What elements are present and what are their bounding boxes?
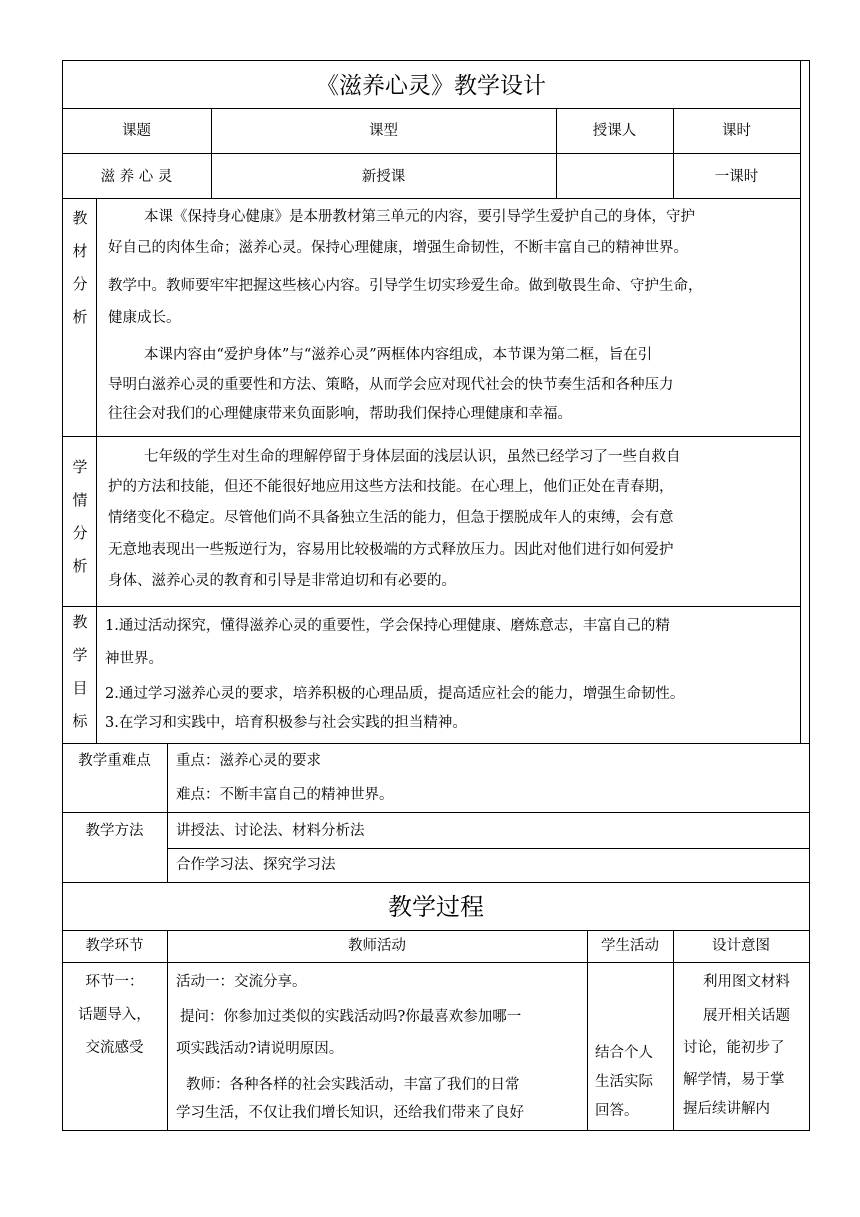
keypoints-label: 教学重难点	[78, 753, 151, 769]
paragraph-line: 本课内容由“爱护身体”与“滋养心灵”两框体内容组成，本节课为第二框，旨在引	[144, 347, 653, 363]
goal-line: 1.通过活动探究，懂得滋养心灵的重要性，学会保持心理健康、磨炼意志，丰富自己的精	[105, 618, 670, 634]
student-line: 结合个人	[595, 1045, 653, 1061]
stage-line: 环节一：	[85, 974, 144, 990]
paragraph-line: 往往会对我们的心理健康带来负面影响，帮助我们保持心理健康和幸福。	[108, 406, 572, 422]
teacher-line: 教师：各种各样的社会实践活动，丰富了我们的日常	[186, 1077, 520, 1093]
paragraph-line: 七年级的学生对生命的理解停留于身体层面的浅层认识，虽然已经学习了一些自救自	[144, 449, 681, 465]
paragraph-line: 情绪变化不稳定。尽管他们尚不具备独立生活的能力，但急于摆脱成年人的束缚，会有意	[108, 510, 674, 526]
teacher-line: 提问：你参加过类似的实践活动吗?你最喜欢参加哪一	[180, 1009, 522, 1025]
label-char: 教	[72, 209, 88, 227]
value-subject: 滋 养 心 灵	[100, 169, 173, 185]
value-lesson-type: 新授课	[361, 169, 406, 185]
methods-line-2: 合作学习法、探究学习法	[176, 857, 336, 873]
intent-line: 解学情，易于掌	[683, 1072, 785, 1088]
stage-line: 交流感受	[85, 1040, 144, 1056]
document-title: 《滋养心灵》教学设计	[316, 73, 546, 99]
col-stage: 教学环节	[85, 938, 144, 954]
goal-line: 2.通过学习滋养心灵的要求，培养积极的心理品质，提高适应社会的能力，增强生命韧性。	[105, 686, 685, 702]
label-char: 教	[72, 613, 88, 631]
teacher-line: 项实践活动?请说明原因。	[176, 1041, 344, 1057]
keypoints-line-2: 难点：不断丰富自己的精神世界。	[176, 787, 394, 803]
label-char: 析	[72, 308, 88, 326]
paragraph-line: 身体、滋养心灵的教育和引导是非常迫切和有必要的。	[108, 573, 456, 589]
teacher-line: 学习生活，不仅让我们增长知识，还给我们带来了良好	[176, 1105, 524, 1121]
label-char: 材	[72, 242, 88, 260]
teacher-line: 活动一：交流分享。	[176, 974, 307, 990]
label-char: 析	[72, 557, 88, 575]
process-heading: 教学过程	[388, 893, 484, 921]
goal-line: 神世界。	[105, 651, 163, 667]
value-duration: 一课时	[714, 169, 759, 185]
header-subject: 课题	[122, 123, 151, 139]
methods-line-1: 讲授法、讨论法、材料分析法	[176, 823, 365, 839]
label-char: 标	[72, 712, 88, 730]
goal-line: 3.在学习和实践中，培育积极参与社会实践的担当精神。	[105, 715, 467, 731]
label-char: 情	[72, 491, 88, 509]
student-line: 生活实际	[595, 1074, 653, 1090]
label-char: 分	[72, 275, 88, 293]
intent-line: 利用图文材料	[703, 974, 790, 990]
paragraph-line: 好自己的肉体生命；滋养心灵。保持心理健康，增强生命韧性，不断丰富自己的精神世界。	[108, 240, 688, 256]
paragraph-line: 健康成长。	[108, 310, 181, 326]
paragraph-line: 本课《保持身心健康》是本册教材第三单元的内容，要引导学生爱护自己的身体，守护	[144, 209, 695, 225]
paragraph-line: 导明白滋养心灵的重要性和方法、策略，从而学会应对现代社会的快节奏生活和各种压力	[108, 377, 674, 393]
methods-label: 教学方法	[85, 823, 144, 839]
header-duration: 课时	[722, 123, 751, 139]
intent-line: 讨论，能初步了	[683, 1040, 785, 1056]
student-line: 回答。	[595, 1103, 639, 1119]
col-student-activity: 学生活动	[601, 938, 659, 954]
header-teacher: 授课人	[592, 123, 637, 139]
keypoints-line-1: 重点：滋养心灵的要求	[176, 753, 321, 769]
paragraph-line: 无意地表现出一些叛逆行为，容易用比较极端的方式释放压力。因此对他们进行如何爱护	[108, 542, 674, 558]
intent-line: 展开相关话题	[703, 1008, 790, 1024]
col-design-intent: 设计意图	[712, 938, 770, 954]
label-char: 学	[72, 646, 88, 664]
col-teacher-activity: 教师活动	[348, 938, 406, 954]
paragraph-line: 教学中。教师要牢牢把握这些核心内容。引导学生切实珍爱生命。做到敬畏生命、守护生命，	[108, 278, 703, 294]
paragraph-line: 护的方法和技能，但还不能很好地应用这些方法和技能。在心理上，他们正处在青春期，	[108, 479, 674, 495]
header-lesson-type: 课型	[369, 123, 398, 139]
label-char: 学	[72, 458, 88, 476]
intent-line: 握后续讲解内	[683, 1101, 770, 1117]
stage-line: 话题导入，	[78, 1007, 151, 1023]
label-char: 分	[72, 524, 88, 542]
label-char: 目	[72, 679, 88, 697]
